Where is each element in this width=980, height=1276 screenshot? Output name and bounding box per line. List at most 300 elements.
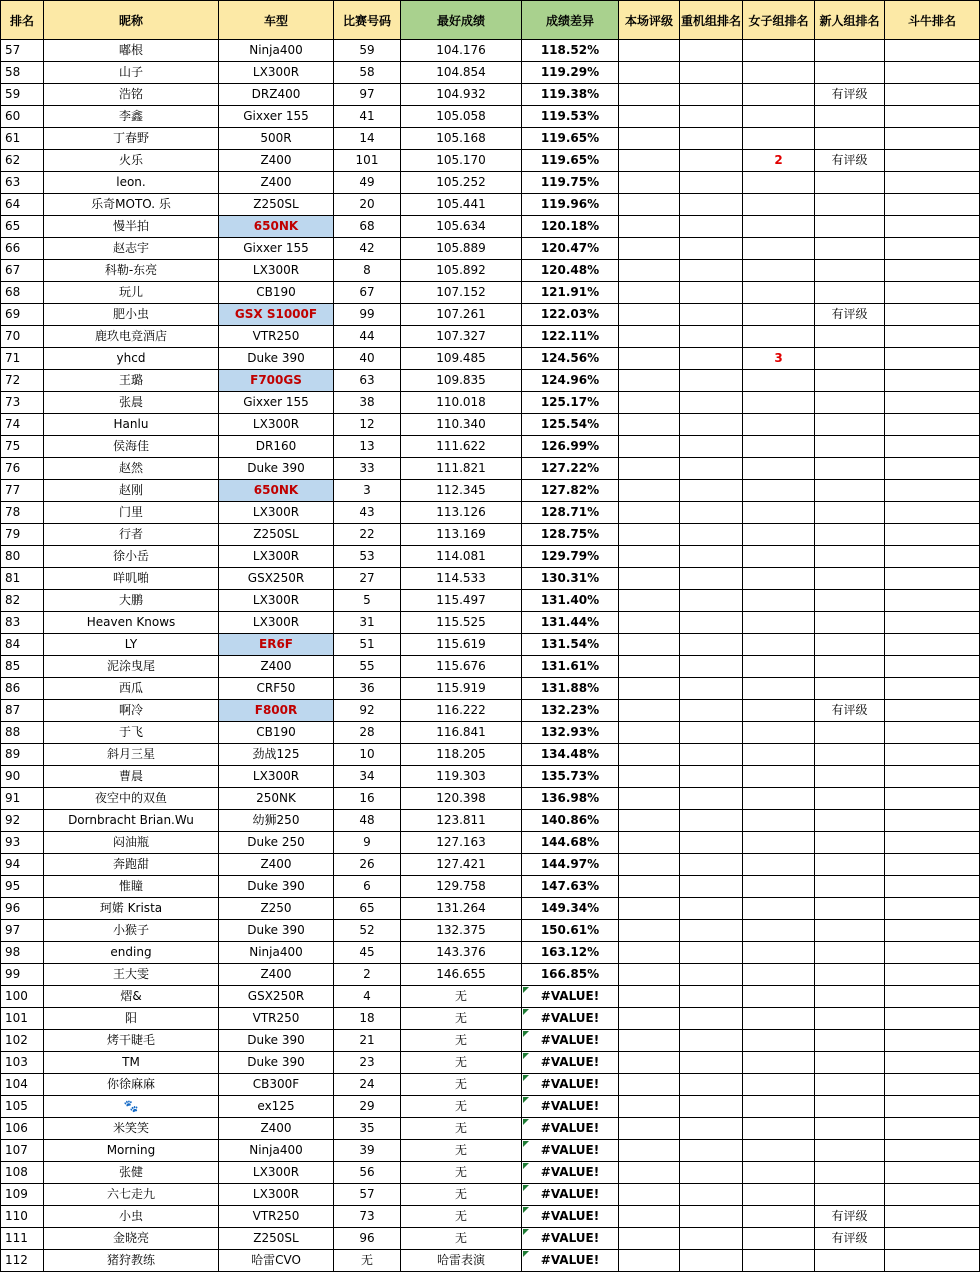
- cell-female-rank[interactable]: [743, 788, 815, 810]
- cell-rookie-rank[interactable]: [815, 656, 885, 678]
- header-bull-rank[interactable]: 斗牛排名: [885, 1, 980, 40]
- cell-gap[interactable]: 119.53%: [522, 106, 619, 128]
- cell-best-time[interactable]: 无: [401, 1118, 522, 1140]
- cell-rank[interactable]: 104: [1, 1074, 44, 1096]
- cell-best-time[interactable]: 131.264: [401, 898, 522, 920]
- cell-rank[interactable]: 93: [1, 832, 44, 854]
- cell-race-number[interactable]: 92: [334, 700, 401, 722]
- cell-bike[interactable]: CB300F: [219, 1074, 334, 1096]
- cell-rank[interactable]: 86: [1, 678, 44, 700]
- cell-bull-rank[interactable]: [885, 832, 980, 854]
- cell-gap[interactable]: #VALUE!: [522, 1206, 619, 1228]
- cell-heavy-rank[interactable]: [680, 898, 743, 920]
- cell-gap[interactable]: #VALUE!: [522, 1074, 619, 1096]
- cell-rookie-rank[interactable]: [815, 1118, 885, 1140]
- cell-race-number[interactable]: 65: [334, 898, 401, 920]
- header-gap[interactable]: 成绩差异: [522, 1, 619, 40]
- cell-heavy-rank[interactable]: [680, 1184, 743, 1206]
- cell-female-rank[interactable]: [743, 1118, 815, 1140]
- cell-rating[interactable]: [619, 634, 680, 656]
- cell-rookie-rank[interactable]: [815, 370, 885, 392]
- cell-heavy-rank[interactable]: [680, 942, 743, 964]
- cell-best-time[interactable]: 114.081: [401, 546, 522, 568]
- cell-best-time[interactable]: 无: [401, 1140, 522, 1162]
- cell-rating[interactable]: [619, 106, 680, 128]
- cell-bull-rank[interactable]: [885, 568, 980, 590]
- cell-best-time[interactable]: 111.821: [401, 458, 522, 480]
- cell-female-rank[interactable]: [743, 876, 815, 898]
- cell-bike[interactable]: Z400: [219, 964, 334, 986]
- cell-best-time[interactable]: 105.252: [401, 172, 522, 194]
- cell-heavy-rank[interactable]: [680, 106, 743, 128]
- cell-heavy-rank[interactable]: [680, 436, 743, 458]
- cell-gap[interactable]: 132.93%: [522, 722, 619, 744]
- cell-best-time[interactable]: 127.163: [401, 832, 522, 854]
- cell-female-rank[interactable]: [743, 986, 815, 1008]
- cell-race-number[interactable]: 31: [334, 612, 401, 634]
- cell-bike[interactable]: Z400: [219, 172, 334, 194]
- cell-female-rank[interactable]: [743, 722, 815, 744]
- cell-best-time[interactable]: 无: [401, 1228, 522, 1250]
- cell-nickname[interactable]: 赵刚: [44, 480, 219, 502]
- cell-bull-rank[interactable]: [885, 502, 980, 524]
- cell-rank[interactable]: 106: [1, 1118, 44, 1140]
- header-race-number[interactable]: 比赛号码: [334, 1, 401, 40]
- cell-gap[interactable]: 144.68%: [522, 832, 619, 854]
- cell-race-number[interactable]: 10: [334, 744, 401, 766]
- cell-bike[interactable]: Duke 390: [219, 348, 334, 370]
- cell-rookie-rank[interactable]: [815, 436, 885, 458]
- cell-rookie-rank[interactable]: [815, 128, 885, 150]
- cell-rank[interactable]: 74: [1, 414, 44, 436]
- cell-rookie-rank[interactable]: [815, 920, 885, 942]
- cell-best-time[interactable]: 123.811: [401, 810, 522, 832]
- cell-bull-rank[interactable]: [885, 942, 980, 964]
- cell-heavy-rank[interactable]: [680, 854, 743, 876]
- cell-heavy-rank[interactable]: [680, 1206, 743, 1228]
- cell-female-rank[interactable]: [743, 810, 815, 832]
- cell-rookie-rank[interactable]: [815, 216, 885, 238]
- header-rank[interactable]: 排名: [1, 1, 44, 40]
- cell-gap[interactable]: 124.56%: [522, 348, 619, 370]
- cell-bike[interactable]: GSX250R: [219, 568, 334, 590]
- cell-bike[interactable]: DR160: [219, 436, 334, 458]
- cell-heavy-rank[interactable]: [680, 1074, 743, 1096]
- cell-rookie-rank[interactable]: [815, 1140, 885, 1162]
- cell-bull-rank[interactable]: [885, 986, 980, 1008]
- cell-bike[interactable]: Z400: [219, 150, 334, 172]
- cell-race-number[interactable]: 101: [334, 150, 401, 172]
- cell-best-time[interactable]: 113.126: [401, 502, 522, 524]
- cell-female-rank[interactable]: [743, 436, 815, 458]
- cell-best-time[interactable]: 105.058: [401, 106, 522, 128]
- cell-heavy-rank[interactable]: [680, 1250, 743, 1272]
- cell-heavy-rank[interactable]: [680, 414, 743, 436]
- cell-gap[interactable]: #VALUE!: [522, 1228, 619, 1250]
- cell-best-time[interactable]: 无: [401, 1096, 522, 1118]
- cell-race-number[interactable]: 无: [334, 1250, 401, 1272]
- cell-bike[interactable]: LX300R: [219, 612, 334, 634]
- cell-heavy-rank[interactable]: [680, 678, 743, 700]
- cell-rank[interactable]: 82: [1, 590, 44, 612]
- cell-nickname[interactable]: 慢半拍: [44, 216, 219, 238]
- cell-rank[interactable]: 109: [1, 1184, 44, 1206]
- cell-rating[interactable]: [619, 326, 680, 348]
- cell-race-number[interactable]: 45: [334, 942, 401, 964]
- cell-bull-rank[interactable]: [885, 766, 980, 788]
- cell-bull-rank[interactable]: [885, 656, 980, 678]
- cell-bike[interactable]: Duke 390: [219, 876, 334, 898]
- cell-heavy-rank[interactable]: [680, 304, 743, 326]
- cell-female-rank[interactable]: [743, 964, 815, 986]
- cell-rank[interactable]: 77: [1, 480, 44, 502]
- cell-race-number[interactable]: 21: [334, 1030, 401, 1052]
- cell-race-number[interactable]: 40: [334, 348, 401, 370]
- cell-rookie-rank[interactable]: [815, 832, 885, 854]
- cell-best-time[interactable]: 105.170: [401, 150, 522, 172]
- cell-rookie-rank[interactable]: 有评级: [815, 1228, 885, 1250]
- cell-female-rank[interactable]: [743, 1052, 815, 1074]
- cell-female-rank[interactable]: [743, 678, 815, 700]
- cell-bull-rank[interactable]: [885, 348, 980, 370]
- cell-rank[interactable]: 57: [1, 40, 44, 62]
- cell-rank[interactable]: 100: [1, 986, 44, 1008]
- cell-rookie-rank[interactable]: [815, 568, 885, 590]
- cell-rank[interactable]: 83: [1, 612, 44, 634]
- cell-best-time[interactable]: 无: [401, 1008, 522, 1030]
- cell-rating[interactable]: [619, 128, 680, 150]
- cell-race-number[interactable]: 41: [334, 106, 401, 128]
- cell-bike[interactable]: 250NK: [219, 788, 334, 810]
- cell-nickname[interactable]: 六七走九: [44, 1184, 219, 1206]
- cell-gap[interactable]: #VALUE!: [522, 986, 619, 1008]
- cell-rank[interactable]: 108: [1, 1162, 44, 1184]
- cell-female-rank[interactable]: [743, 942, 815, 964]
- cell-rating[interactable]: [619, 722, 680, 744]
- cell-bike[interactable]: Z400: [219, 656, 334, 678]
- cell-bike[interactable]: LX300R: [219, 1162, 334, 1184]
- cell-bike[interactable]: LX300R: [219, 1184, 334, 1206]
- cell-heavy-rank[interactable]: [680, 766, 743, 788]
- cell-gap[interactable]: 125.17%: [522, 392, 619, 414]
- cell-race-number[interactable]: 44: [334, 326, 401, 348]
- cell-nickname[interactable]: 门里: [44, 502, 219, 524]
- cell-race-number[interactable]: 96: [334, 1228, 401, 1250]
- cell-rating[interactable]: [619, 62, 680, 84]
- cell-female-rank[interactable]: 3: [743, 348, 815, 370]
- cell-heavy-rank[interactable]: [680, 216, 743, 238]
- cell-bull-rank[interactable]: [885, 1162, 980, 1184]
- cell-rank[interactable]: 90: [1, 766, 44, 788]
- cell-female-rank[interactable]: [743, 1250, 815, 1272]
- cell-nickname[interactable]: Heaven Knows: [44, 612, 219, 634]
- cell-gap[interactable]: 128.75%: [522, 524, 619, 546]
- cell-nickname[interactable]: Dornbracht Brian.Wu: [44, 810, 219, 832]
- cell-bull-rank[interactable]: [885, 678, 980, 700]
- cell-bull-rank[interactable]: [885, 810, 980, 832]
- cell-rank[interactable]: 101: [1, 1008, 44, 1030]
- cell-female-rank[interactable]: [743, 326, 815, 348]
- cell-nickname[interactable]: 曹晨: [44, 766, 219, 788]
- cell-rank[interactable]: 102: [1, 1030, 44, 1052]
- cell-bike[interactable]: 哈雷CVO: [219, 1250, 334, 1272]
- cell-rookie-rank[interactable]: [815, 612, 885, 634]
- cell-rating[interactable]: [619, 304, 680, 326]
- cell-gap[interactable]: 119.96%: [522, 194, 619, 216]
- cell-female-rank[interactable]: [743, 480, 815, 502]
- cell-rating[interactable]: [619, 414, 680, 436]
- cell-heavy-rank[interactable]: [680, 458, 743, 480]
- cell-heavy-rank[interactable]: [680, 194, 743, 216]
- cell-heavy-rank[interactable]: [680, 62, 743, 84]
- cell-best-time[interactable]: 115.619: [401, 634, 522, 656]
- cell-rookie-rank[interactable]: [815, 634, 885, 656]
- cell-rating[interactable]: [619, 986, 680, 1008]
- cell-gap[interactable]: 120.47%: [522, 238, 619, 260]
- cell-race-number[interactable]: 97: [334, 84, 401, 106]
- cell-best-time[interactable]: 无: [401, 1206, 522, 1228]
- cell-nickname[interactable]: 闷油瓶: [44, 832, 219, 854]
- cell-bike[interactable]: 幼狮250: [219, 810, 334, 832]
- cell-rookie-rank[interactable]: [815, 1162, 885, 1184]
- cell-best-time[interactable]: 107.327: [401, 326, 522, 348]
- cell-bull-rank[interactable]: [885, 876, 980, 898]
- cell-bull-rank[interactable]: [885, 1250, 980, 1272]
- cell-rank[interactable]: 69: [1, 304, 44, 326]
- cell-bull-rank[interactable]: [885, 480, 980, 502]
- cell-rank[interactable]: 59: [1, 84, 44, 106]
- cell-race-number[interactable]: 27: [334, 568, 401, 590]
- cell-gap[interactable]: #VALUE!: [522, 1250, 619, 1272]
- cell-heavy-rank[interactable]: [680, 964, 743, 986]
- cell-bull-rank[interactable]: [885, 1118, 980, 1140]
- cell-bike[interactable]: Z250SL: [219, 194, 334, 216]
- cell-female-rank[interactable]: [743, 1074, 815, 1096]
- cell-best-time[interactable]: 146.655: [401, 964, 522, 986]
- cell-best-time[interactable]: 105.168: [401, 128, 522, 150]
- cell-bike[interactable]: CB190: [219, 722, 334, 744]
- cell-nickname[interactable]: 熠&: [44, 986, 219, 1008]
- cell-heavy-rank[interactable]: [680, 1008, 743, 1030]
- cell-bike[interactable]: 650NK: [219, 216, 334, 238]
- cell-rating[interactable]: [619, 238, 680, 260]
- cell-race-number[interactable]: 33: [334, 458, 401, 480]
- cell-bike[interactable]: LX300R: [219, 546, 334, 568]
- cell-nickname[interactable]: 珂婼 Krista: [44, 898, 219, 920]
- cell-best-time[interactable]: 129.758: [401, 876, 522, 898]
- cell-rookie-rank[interactable]: [815, 1030, 885, 1052]
- cell-bull-rank[interactable]: [885, 370, 980, 392]
- cell-female-rank[interactable]: [743, 920, 815, 942]
- cell-nickname[interactable]: Hanlu: [44, 414, 219, 436]
- cell-rookie-rank[interactable]: [815, 986, 885, 1008]
- cell-rank[interactable]: 105: [1, 1096, 44, 1118]
- cell-bike[interactable]: CRF50: [219, 678, 334, 700]
- cell-rank[interactable]: 88: [1, 722, 44, 744]
- cell-race-number[interactable]: 42: [334, 238, 401, 260]
- cell-gap[interactable]: 124.96%: [522, 370, 619, 392]
- cell-bull-rank[interactable]: [885, 1052, 980, 1074]
- cell-gap[interactable]: 128.71%: [522, 502, 619, 524]
- cell-bike[interactable]: Ninja400: [219, 942, 334, 964]
- cell-race-number[interactable]: 49: [334, 172, 401, 194]
- cell-race-number[interactable]: 2: [334, 964, 401, 986]
- cell-nickname[interactable]: 科勒-东亮: [44, 260, 219, 282]
- cell-rank[interactable]: 63: [1, 172, 44, 194]
- cell-rating[interactable]: [619, 1140, 680, 1162]
- cell-nickname[interactable]: 夜空中的双鱼: [44, 788, 219, 810]
- cell-nickname[interactable]: 浩铭: [44, 84, 219, 106]
- header-rating[interactable]: 本场评级: [619, 1, 680, 40]
- cell-rating[interactable]: [619, 810, 680, 832]
- cell-heavy-rank[interactable]: [680, 568, 743, 590]
- cell-bike[interactable]: GSX S1000F: [219, 304, 334, 326]
- cell-bull-rank[interactable]: [885, 1140, 980, 1162]
- cell-bike[interactable]: 500R: [219, 128, 334, 150]
- cell-best-time[interactable]: 105.634: [401, 216, 522, 238]
- cell-nickname[interactable]: leon.: [44, 172, 219, 194]
- cell-race-number[interactable]: 38: [334, 392, 401, 414]
- cell-bull-rank[interactable]: [885, 150, 980, 172]
- cell-rank[interactable]: 76: [1, 458, 44, 480]
- cell-bike[interactable]: VTR250: [219, 1206, 334, 1228]
- cell-bike[interactable]: Duke 250: [219, 832, 334, 854]
- cell-rating[interactable]: [619, 590, 680, 612]
- cell-best-time[interactable]: 104.854: [401, 62, 522, 84]
- cell-gap[interactable]: 131.61%: [522, 656, 619, 678]
- cell-rating[interactable]: [619, 348, 680, 370]
- cell-race-number[interactable]: 68: [334, 216, 401, 238]
- cell-bike[interactable]: GSX250R: [219, 986, 334, 1008]
- cell-bull-rank[interactable]: [885, 590, 980, 612]
- cell-bull-rank[interactable]: [885, 920, 980, 942]
- cell-bull-rank[interactable]: [885, 854, 980, 876]
- cell-race-number[interactable]: 73: [334, 1206, 401, 1228]
- cell-female-rank[interactable]: [743, 370, 815, 392]
- cell-gap[interactable]: 147.63%: [522, 876, 619, 898]
- cell-rank[interactable]: 71: [1, 348, 44, 370]
- cell-rank[interactable]: 75: [1, 436, 44, 458]
- cell-gap[interactable]: 129.79%: [522, 546, 619, 568]
- cell-nickname[interactable]: LY: [44, 634, 219, 656]
- header-female-rank[interactable]: 女子组排名: [743, 1, 815, 40]
- cell-bull-rank[interactable]: [885, 1184, 980, 1206]
- cell-bike[interactable]: F800R: [219, 700, 334, 722]
- cell-rating[interactable]: [619, 656, 680, 678]
- cell-gap[interactable]: 136.98%: [522, 788, 619, 810]
- cell-heavy-rank[interactable]: [680, 744, 743, 766]
- cell-nickname[interactable]: 山子: [44, 62, 219, 84]
- cell-bike[interactable]: LX300R: [219, 502, 334, 524]
- cell-rating[interactable]: [619, 678, 680, 700]
- cell-female-rank[interactable]: [743, 172, 815, 194]
- cell-rank[interactable]: 96: [1, 898, 44, 920]
- cell-rank[interactable]: 62: [1, 150, 44, 172]
- cell-bull-rank[interactable]: [885, 898, 980, 920]
- cell-female-rank[interactable]: [743, 128, 815, 150]
- cell-rating[interactable]: [619, 612, 680, 634]
- cell-heavy-rank[interactable]: [680, 128, 743, 150]
- cell-gap[interactable]: 134.48%: [522, 744, 619, 766]
- cell-rating[interactable]: [619, 436, 680, 458]
- cell-heavy-rank[interactable]: [680, 282, 743, 304]
- cell-rank[interactable]: 78: [1, 502, 44, 524]
- cell-rookie-rank[interactable]: [815, 282, 885, 304]
- cell-nickname[interactable]: 王璐: [44, 370, 219, 392]
- cell-rookie-rank[interactable]: 有评级: [815, 700, 885, 722]
- cell-gap[interactable]: 140.86%: [522, 810, 619, 832]
- cell-race-number[interactable]: 52: [334, 920, 401, 942]
- cell-bull-rank[interactable]: [885, 84, 980, 106]
- cell-female-rank[interactable]: [743, 612, 815, 634]
- cell-rookie-rank[interactable]: 有评级: [815, 304, 885, 326]
- cell-bull-rank[interactable]: [885, 304, 980, 326]
- cell-rookie-rank[interactable]: 有评级: [815, 84, 885, 106]
- cell-bike[interactable]: LX300R: [219, 260, 334, 282]
- cell-nickname[interactable]: 张晨: [44, 392, 219, 414]
- cell-female-rank[interactable]: [743, 1206, 815, 1228]
- cell-gap[interactable]: 119.65%: [522, 150, 619, 172]
- cell-nickname[interactable]: 奔跑甜: [44, 854, 219, 876]
- cell-rookie-rank[interactable]: [815, 392, 885, 414]
- cell-bull-rank[interactable]: [885, 392, 980, 414]
- cell-rookie-rank[interactable]: [815, 964, 885, 986]
- cell-rating[interactable]: [619, 1206, 680, 1228]
- cell-race-number[interactable]: 51: [334, 634, 401, 656]
- cell-gap[interactable]: 120.48%: [522, 260, 619, 282]
- cell-female-rank[interactable]: [743, 84, 815, 106]
- cell-gap[interactable]: #VALUE!: [522, 1118, 619, 1140]
- cell-rating[interactable]: [619, 84, 680, 106]
- cell-rookie-rank[interactable]: [815, 238, 885, 260]
- cell-nickname[interactable]: 惟瞳: [44, 876, 219, 898]
- cell-bike[interactable]: F700GS: [219, 370, 334, 392]
- cell-female-rank[interactable]: [743, 238, 815, 260]
- cell-rookie-rank[interactable]: [815, 744, 885, 766]
- cell-best-time[interactable]: 无: [401, 986, 522, 1008]
- cell-best-time[interactable]: 118.205: [401, 744, 522, 766]
- cell-best-time[interactable]: 127.421: [401, 854, 522, 876]
- cell-nickname[interactable]: 小猴子: [44, 920, 219, 942]
- cell-race-number[interactable]: 23: [334, 1052, 401, 1074]
- cell-race-number[interactable]: 34: [334, 766, 401, 788]
- cell-bull-rank[interactable]: [885, 1008, 980, 1030]
- cell-nickname[interactable]: 🐾: [44, 1096, 219, 1118]
- cell-bike[interactable]: Ninja400: [219, 40, 334, 62]
- cell-best-time[interactable]: 无: [401, 1052, 522, 1074]
- cell-gap[interactable]: 150.61%: [522, 920, 619, 942]
- cell-bike[interactable]: LX300R: [219, 414, 334, 436]
- cell-nickname[interactable]: yhcd: [44, 348, 219, 370]
- cell-rookie-rank[interactable]: [815, 590, 885, 612]
- cell-bike[interactable]: LX300R: [219, 766, 334, 788]
- cell-race-number[interactable]: 53: [334, 546, 401, 568]
- cell-gap[interactable]: #VALUE!: [522, 1096, 619, 1118]
- cell-race-number[interactable]: 48: [334, 810, 401, 832]
- cell-female-rank[interactable]: [743, 282, 815, 304]
- cell-best-time[interactable]: 无: [401, 1162, 522, 1184]
- cell-bull-rank[interactable]: [885, 128, 980, 150]
- cell-rating[interactable]: [619, 920, 680, 942]
- cell-rating[interactable]: [619, 1030, 680, 1052]
- cell-race-number[interactable]: 29: [334, 1096, 401, 1118]
- cell-bull-rank[interactable]: [885, 700, 980, 722]
- cell-nickname[interactable]: 火乐: [44, 150, 219, 172]
- cell-rookie-rank[interactable]: [815, 678, 885, 700]
- cell-best-time[interactable]: 114.533: [401, 568, 522, 590]
- cell-bull-rank[interactable]: [885, 788, 980, 810]
- cell-female-rank[interactable]: [743, 656, 815, 678]
